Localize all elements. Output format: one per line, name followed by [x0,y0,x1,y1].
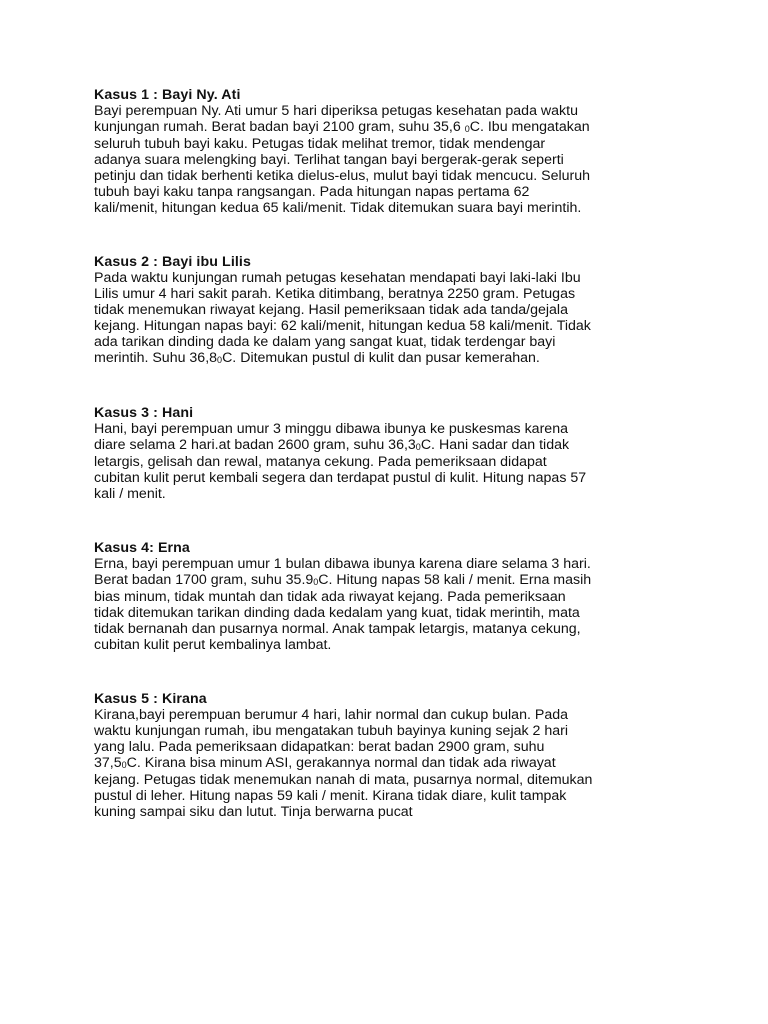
case-text-line [94,437,744,454]
text-run: adanya suara melengking bayi. Terlihat tangan bayi bergerak-gerak seperti [94,152,564,168]
case-text-line [94,755,744,772]
case-title: Kasus 2 : Bayi ibu Lilis [94,254,251,270]
case-text-line [94,470,744,486]
case-text-line [94,103,744,119]
case-text-line [94,136,744,152]
case-text-line [94,804,744,820]
case-section-5 [94,691,744,820]
case-title: Kasus 3 : Hani [94,405,194,421]
case-title: Kasus 1 : Bayi Ny. Ati [94,87,241,103]
case-section-1 [94,87,744,216]
text-run: C. Hitung napas 58 kali / menit. Erna masih [318,572,592,588]
case-text-line [94,788,744,804]
case-text-line [94,454,744,470]
text-run: 37,5 [94,755,122,771]
text-run: cubitan kulit perut kembalinya lambat. [94,637,332,653]
case-text-line [94,334,744,350]
text-run: Bayi perempuan Ny. Ati umur 5 hari diperiksa petugas kesehatan pada waktu [94,103,578,119]
text-run: bias minum, tidak muntah dan tidak ada riwayat kejang. Pada pemeriksaan [94,589,566,605]
case-text-line [94,637,744,653]
case-body [94,707,744,820]
case-title: Kasus 4: Erna [94,540,190,556]
case-text-line [94,200,744,216]
text-run: petinju dan tidak berhenti ketika dielus-elus, mulut bayi tidak mencucu. Seluruh [94,168,591,184]
case-body [94,103,744,216]
text-run: Erna, bayi perempuan umur 1 bulan dibawa ibunya karena diare selama 3 hari. [94,556,591,572]
text-run: kuning sampai siku dan lutut. Tinja berwarna pucat [94,804,413,820]
text-run: C. Ibu mengatakan [469,119,590,135]
degree-subscript: 0 [415,442,421,452]
text-run: letargis, gelisah dan rewal, matanya cekung. Pada pemeriksaan didapat [94,454,547,470]
text-run: seluruh tubuh bayi kaku. Petugas tidak melihat tremor, tidak mendengar [94,136,546,152]
case-text-line [94,184,744,200]
case-text-line [94,486,744,502]
case-section-3 [94,405,744,502]
text-run: Berat badan 1700 gram, suhu 35.9 [94,572,314,588]
text-run: ada tarikan dinding dada ke dalam yang sangat kuat, tidak terdengar bayi [94,334,556,350]
text-run: Kirana,bayi perempuan berumur 4 hari, lahir normal dan cukup bulan. Pada [94,707,568,723]
case-text-line [94,270,744,286]
case-text-line [94,723,744,739]
case-text-line [94,286,744,302]
case-text-line [94,119,744,136]
case-body [94,421,744,502]
case-text-line [94,621,744,637]
text-run: diare selama 2 hari.at badan 2600 gram, suhu 36,3 [94,437,416,453]
degree-subscript: 0 [217,355,223,365]
case-text-line [94,421,744,437]
case-text-line [94,152,744,168]
case-text-line [94,556,744,572]
case-text-line [94,605,744,621]
case-text-line [94,772,744,788]
text-run: kunjungan rumah. Berat badan bayi 2100 gram, suhu 35,6 [94,119,465,135]
case-body [94,556,744,653]
text-run: tidak menemukan riwayat kejang. Hasil pemeriksaan tidak ada tanda/gejala [94,302,568,318]
text-run: cubitan kulit perut kembali segera dan terdapat pustul di kulit. Hitung napas 57 [94,470,587,486]
case-section-4 [94,540,744,653]
degree-subscript: 0 [121,760,127,770]
text-run: Pada waktu kunjungan rumah petugas kesehatan mendapati bayi laki-laki Ibu [94,270,581,286]
text-run: kejang. Hitungan napas bayi: 62 kali/menit, hitungan kedua 58 kali/menit. Tidak [94,318,591,334]
case-title: Kasus 5 : Kirana [94,691,207,707]
text-run: kali/menit, hitungan kedua 65 kali/menit. Tidak ditemukan suara bayi merintih. [94,200,582,216]
text-run: Hani, bayi perempuan umur 3 minggu dibawa ibunya ke puskesmas karena [94,421,568,437]
text-run: C. Kirana bisa minum ASI, gerakannya normal dan tidak ada riwayat [126,755,556,771]
text-run: waktu kunjungan rumah, ibu mengatakan tubuh bayinya kuning sejak 2 hari [94,723,569,739]
text-run: Lilis umur 4 hari sakit parah. Ketika ditimbang, beratnya 2250 gram. Petugas [94,286,576,302]
case-text-line [94,707,744,723]
case-text-line [94,589,744,605]
text-run: pustul di leher. Hitung napas 59 kali / menit. Kirana tidak diare, kulit tampak [94,788,567,804]
case-text-line [94,572,744,589]
case-section-2 [94,254,744,367]
degree-subscript: 0 [313,577,319,587]
case-text-line [94,739,744,755]
case-body [94,270,744,367]
text-run: kejang. Petugas tidak menemukan nanah di mata, pusarnya normal, ditemukan [94,772,593,788]
case-text-line [94,302,744,318]
degree-subscript: 0 [464,124,470,134]
text-run: tubuh bayi kaku tanpa rangsangan. Pada hitungan napas pertama 62 [94,184,530,200]
text-run: tidak ditemukan tarikan dinding dada kedalam yang kuat, tidak merintih, mata [94,605,580,621]
document-page [94,87,744,820]
text-run: C. Ditemukan pustul di kulit dan pusar kemerahan. [222,350,540,366]
text-run: tidak bernanah dan pusarnya normal. Anak tampak letargis, matanya cekung, [94,621,581,637]
text-run: merintih. Suhu 36,8 [94,350,218,366]
case-text-line [94,168,744,184]
case-text-line [94,350,744,367]
text-run: kali / menit. [94,486,166,502]
text-run: C. Hani sadar dan tidak [420,437,570,453]
text-run: yang lalu. Pada pemeriksaan didapatkan: berat badan 2900 gram, suhu [94,739,545,755]
case-text-line [94,318,744,334]
